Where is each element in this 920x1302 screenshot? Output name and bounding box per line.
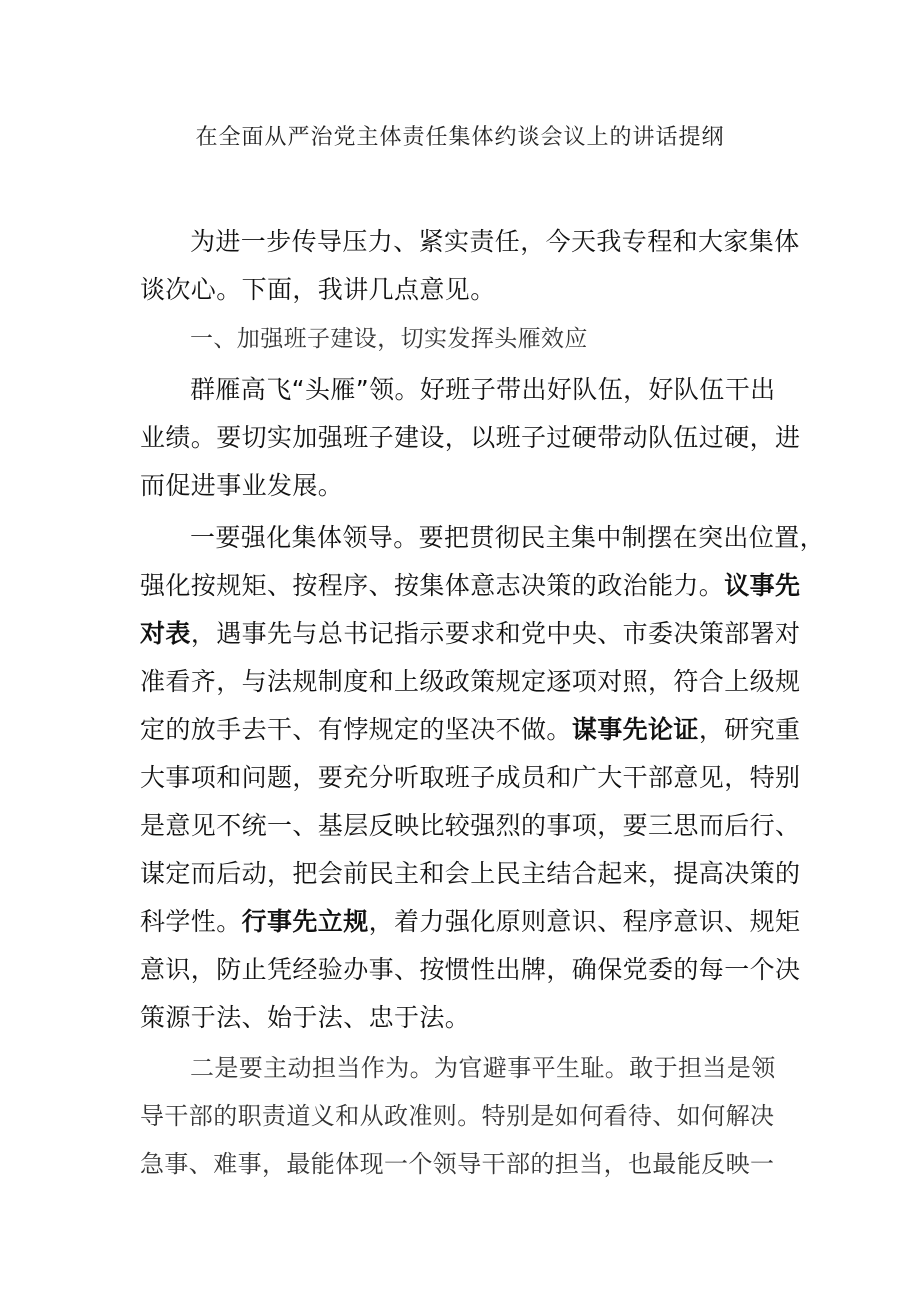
point-1-line-3 bbox=[140, 614, 800, 650]
intro-line-2: 谈次心。下面，我讲几点意见。 bbox=[140, 275, 496, 304]
point-1-bold-phrase: 对表 bbox=[140, 619, 191, 648]
section-1-line-1: 群雁高飞“头雁”领。好班子带出好队伍，好队伍干出 bbox=[190, 375, 776, 404]
point-2-line-2: 导干部的职责道义和从政准则。特别是如何看待、如何解决 bbox=[140, 1102, 775, 1130]
point-1-line-7: 是意见不统一、基层反映比较强烈的事项，要三思而后行、 bbox=[140, 811, 801, 840]
point-1-text: ，着力强化原则意识、程序意识、规矩 bbox=[368, 907, 801, 936]
point-1-line-2 bbox=[140, 566, 800, 602]
point-1-text: 定的放手去干、有悖规定的坚决不做。 bbox=[140, 715, 572, 744]
point-1-bold-phrase: 议事先 bbox=[724, 571, 801, 600]
point-1-line-5 bbox=[140, 710, 800, 746]
section-1-line-3: 而促进事业发展。 bbox=[140, 471, 344, 500]
point-1-line-9 bbox=[140, 902, 800, 938]
point-1-line-10: 意识，防止凭经验办事、按惯性出牌，确保党委的每一个决 bbox=[140, 955, 801, 984]
point-1-line-8: 谋定而后动，把会前民主和会上民主结合起来，提高决策的 bbox=[140, 859, 801, 888]
point-1-line-11: 策源于法、始于法、忠于法。 bbox=[140, 1003, 471, 1032]
section-1-line-2: 业绩。要切实加强班子建设，以班子过硬带动队伍过硬，进 bbox=[140, 423, 801, 452]
point-2-line-3: 急事、难事，最能体现一个领导干部的担当，也最能反映一 bbox=[140, 1150, 775, 1178]
point-1-line-6: 大事项和问题，要充分听取班子成员和广大干部意见，特别 bbox=[140, 763, 801, 792]
document-title: 在全面从严治党主体责任集体约谈会议上的讲话提纲 bbox=[195, 125, 725, 150]
point-1-text: 科学性。 bbox=[140, 907, 242, 936]
point-1-bold-phrase: 谋事先论证 bbox=[571, 715, 699, 744]
point-1-bold-phrase: 行事先立规 bbox=[241, 907, 369, 936]
point-2-line-1: 二是要主动担当作为。为官避事平生耻。敢于担当是领 bbox=[190, 1054, 776, 1082]
point-1-text: 强化按规矩、按程序、按集体意志决策的政治能力。 bbox=[140, 571, 725, 600]
section-1-heading: 一、加强班子建设，切实发挥头雁效应 bbox=[190, 326, 588, 352]
point-1-text: ，研究重 bbox=[698, 715, 801, 744]
point-1-line-1: 一要强化集体领导。要把贯彻民主集中制摆在突出位置， bbox=[190, 523, 826, 552]
point-1-text: ，遇事先与总书记指示要求和党中央、市委决策部署对 bbox=[190, 619, 801, 648]
intro-line-1: 为进一步传导压力、紧实责任，今天我专程和大家集体 bbox=[190, 227, 800, 256]
point-1-line-4: 准看齐，与法规制度和上级政策规定逐项对照，符合上级规 bbox=[140, 667, 801, 696]
